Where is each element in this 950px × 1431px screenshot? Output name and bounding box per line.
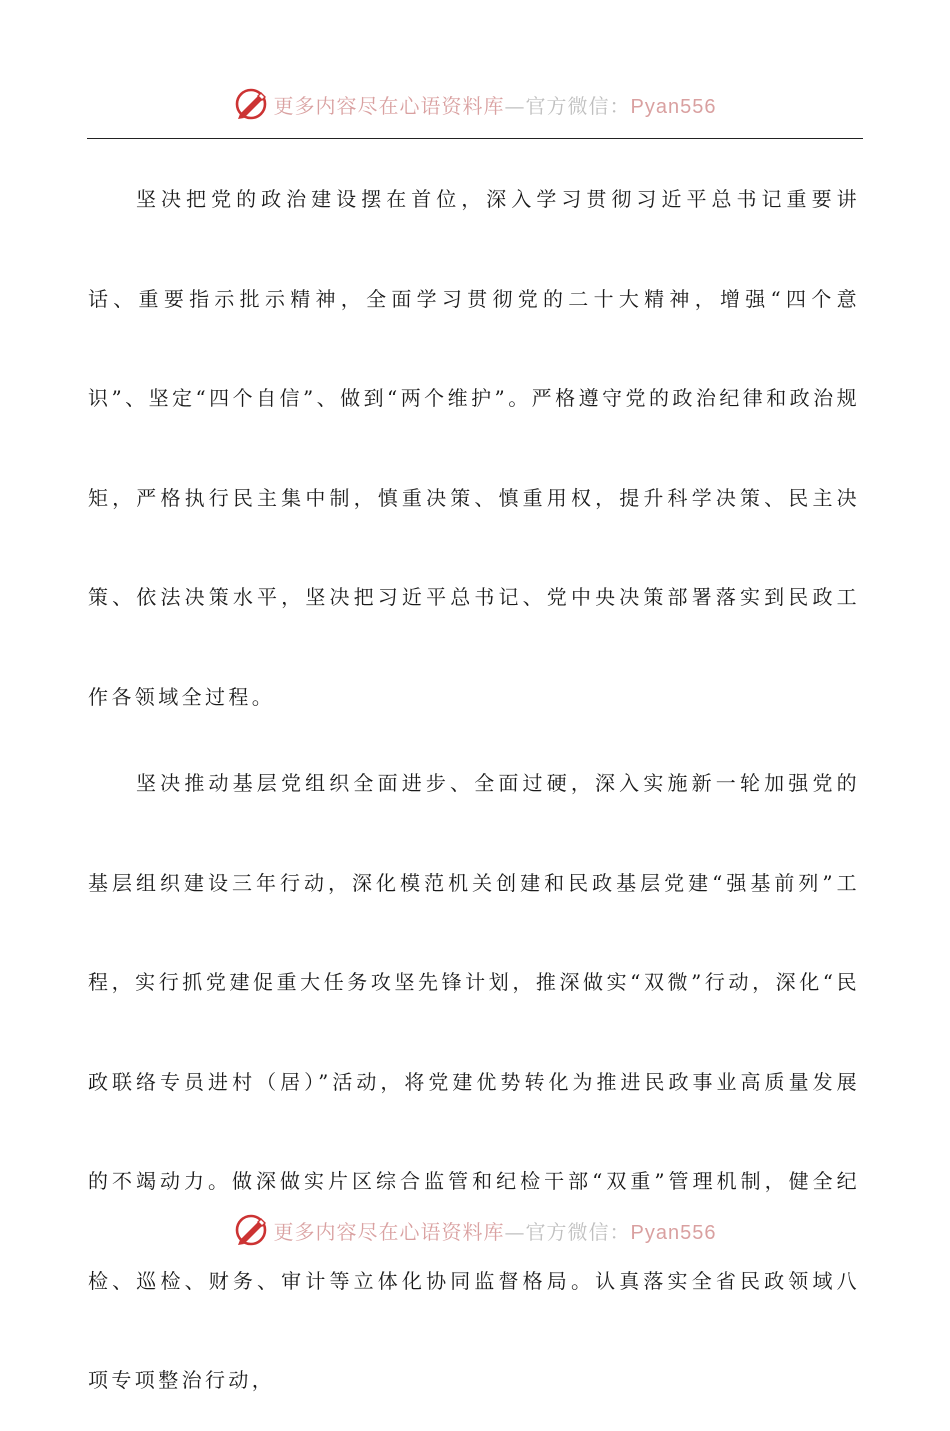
footer-wechat-label: 官方微信： xyxy=(525,1219,631,1244)
header-wechat-label: 官方微信： xyxy=(525,93,631,118)
footer-wechat-id: Pyan556 xyxy=(630,1221,717,1244)
body-paragraph-2: 坚决推动基层党组织全面进步、全面过硬，深入实施新一轮加强党的基层组织建设三年行动，深化模范机关创建和民政基层党建“强基前列”工程，实行抓党建促重大任务攻坚先锋计划，推深做实“双微”行动，深化“民政联络专员进村（居）”活动，将党建优势转化为推进民政事业高质量发展的不竭动力。做深做实片区综合监管和纪检干部“双重”管理机制，健全纪检、巡检、财务、审计等立体化协同监督格局。认真落实全省民政领域八项专项整治行动， xyxy=(88,771,860,1392)
pen-logo-icon xyxy=(234,1213,268,1247)
body-paragraph-1: 坚决把党的政治建设摆在首位，深入学习贯彻习近平总书记重要讲话、重要指示批示精神，全面学习贯彻党的二十大精神，增强“四个意识”、坚定“四个自信”、做到“两个维护”。严格遵守党的政治纪律和政治规矩，严格执行民主集中制，慎重决策、慎重用权，提升科学决策、民主决策、依法决策水平，坚决把习近平总书记、党中央决策部署落实到民政工作各领域全过程。 xyxy=(88,187,860,709)
header-brand-text: 更多内容尽在心语资料库 xyxy=(273,93,505,118)
header-banner xyxy=(0,82,950,126)
header-divider xyxy=(87,138,863,139)
pen-logo-icon xyxy=(234,87,268,121)
footer-banner-text xyxy=(274,1216,717,1245)
footer-brand-text: 更多内容尽在心语资料库 xyxy=(273,1219,505,1244)
footer-separator: — xyxy=(504,1219,526,1244)
footer-banner xyxy=(0,1208,950,1252)
header-wechat-id: Pyan556 xyxy=(630,95,717,118)
header-banner-text xyxy=(274,90,717,119)
header-separator: — xyxy=(504,93,526,118)
